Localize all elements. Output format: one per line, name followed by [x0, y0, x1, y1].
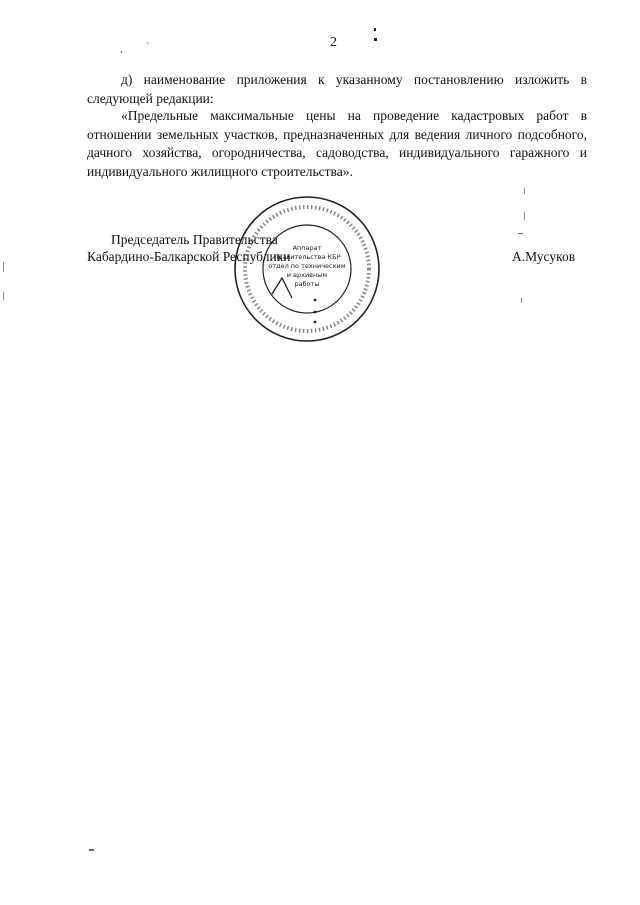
seal-line-3: отдел по техническим: [268, 262, 346, 270]
scan-speck: [518, 233, 523, 234]
scan-speck: [374, 38, 377, 41]
signature-organization: Кабардино-Балкарской Республики: [87, 249, 291, 264]
scan-speck: [524, 188, 525, 194]
paragraph-quote: «Предельные максимальные цены на проведение кадастровых работ в отношении земельных участков, предназначенных для ведения личного подсобного, дачного хозяйства, огородничества, садоводства, индивидуального гаражного и индивидуального жилищного строительства».: [87, 108, 587, 179]
signature-title: Председатель Правительства: [111, 232, 278, 247]
scan-speck: ˋ: [146, 42, 150, 53]
scan-speck: [521, 298, 522, 303]
seal-line-1: Аппарат: [292, 244, 322, 252]
scan-speck: [3, 262, 4, 272]
seal-line-5: работы: [294, 280, 320, 288]
page-number: 2: [330, 35, 337, 50]
seal-line-2: Правительства КБР: [273, 253, 341, 261]
seal-line-4: и архивным: [286, 271, 328, 279]
official-seal: [232, 194, 382, 344]
paragraph-amendment: д) наименование приложения к указанному постановлению изложить в следующей редакции:: [87, 72, 587, 106]
scan-speck: ,: [120, 44, 123, 55]
scan-speck: [374, 28, 376, 31]
scan-speck: [89, 849, 94, 851]
scan-speck: [3, 292, 4, 300]
scan-speck: [524, 212, 525, 220]
signature-name: А.Мусуков: [512, 249, 576, 264]
